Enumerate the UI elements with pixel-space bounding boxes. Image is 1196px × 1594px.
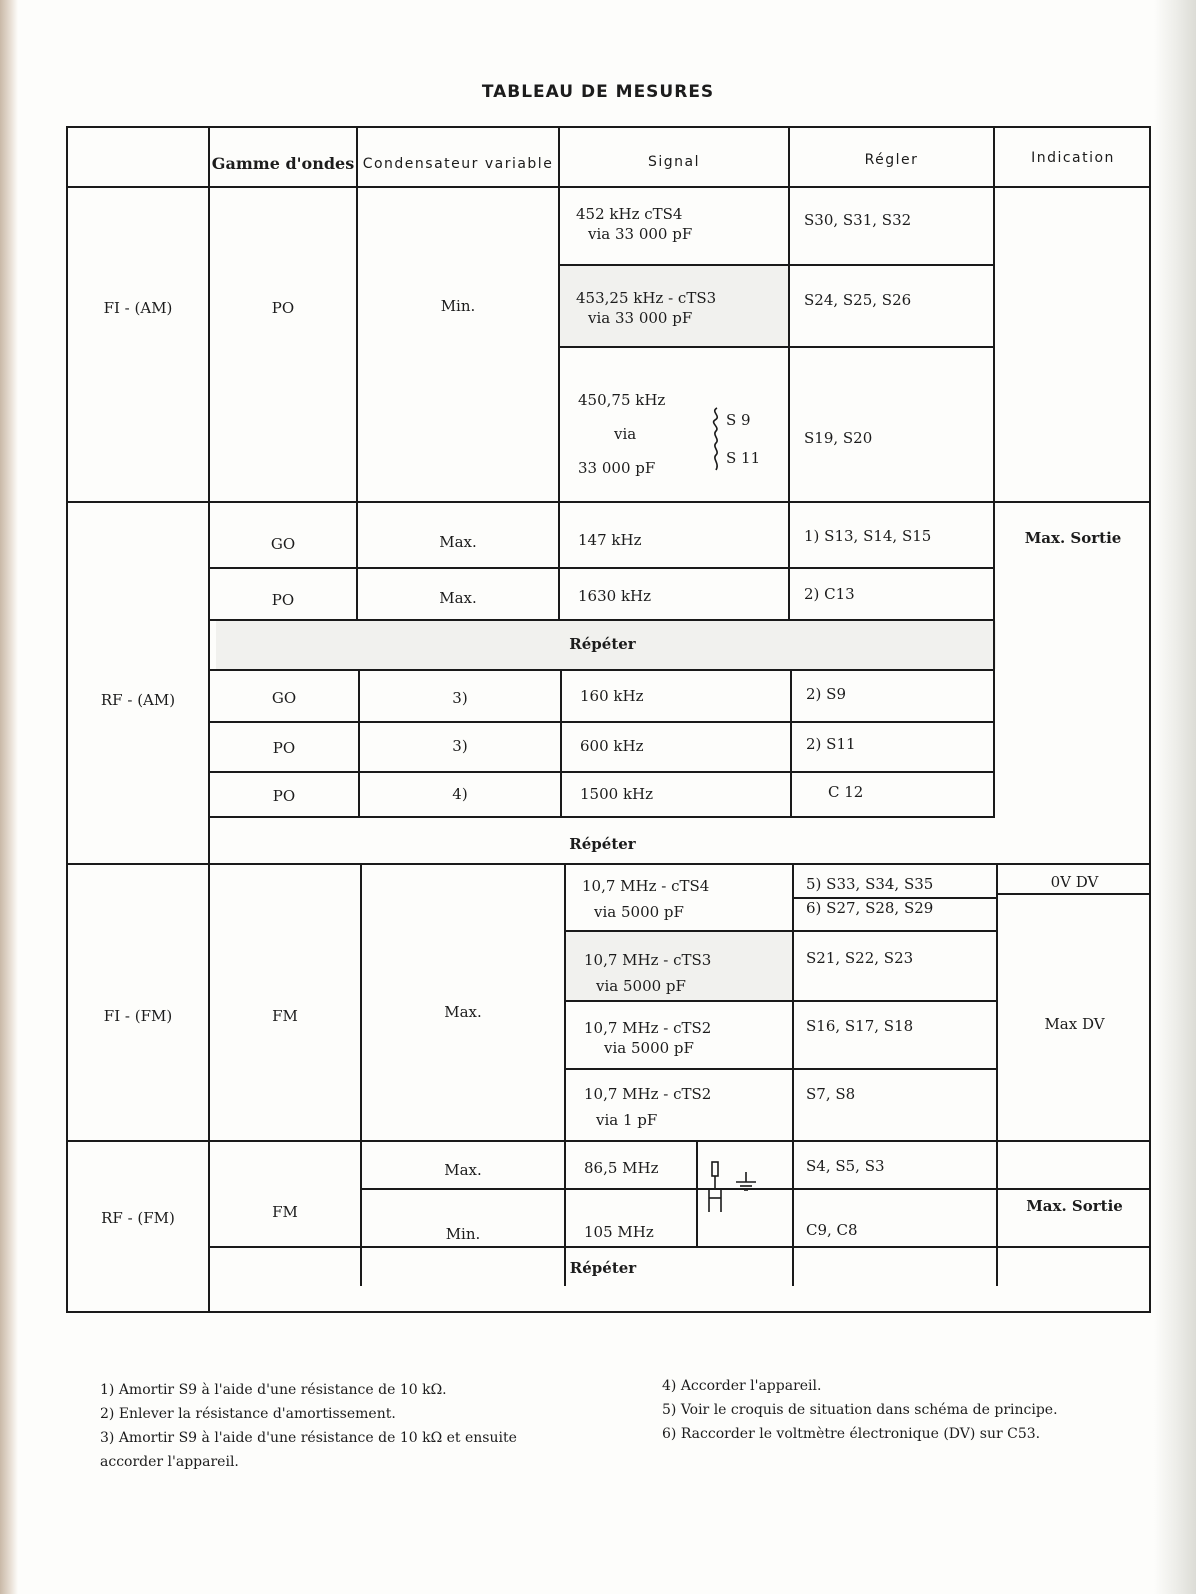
section-divider	[68, 1140, 1151, 1142]
note-2: 2) Enlever la résistance d'amortissement.	[100, 1406, 396, 1422]
notes-right	[662, 1374, 1162, 1446]
header-condensateur: Condensateur variable	[362, 156, 554, 172]
row-divider	[210, 567, 995, 569]
rf-am-regler-5: C 12	[828, 783, 864, 801]
rf-fm-indication: Max. Sortie	[1026, 1197, 1123, 1215]
rf-am-regler-3: 2) S9	[806, 685, 846, 703]
rf-am-gamme-2: PO	[271, 591, 295, 609]
header-divider	[68, 186, 1151, 188]
row-divider	[564, 930, 996, 932]
fi-fm-signal-4-l2: via 1 pF	[596, 1111, 658, 1129]
header-regler: Régler	[864, 152, 919, 168]
header-indication: Indication	[1031, 150, 1115, 166]
fi-fm-signal-2-l2: via 5000 pF	[596, 977, 686, 995]
fi-fm-signal-2-l1: 10,7 MHz - cTS3	[584, 951, 712, 969]
page-title: TABLEAU DE MESURES	[481, 82, 715, 102]
section-label-fi-fm: FI - (FM)	[103, 1007, 173, 1025]
col-divider	[792, 863, 794, 1286]
col-divider	[558, 503, 560, 621]
rf-am-condensateur-1: Max.	[439, 533, 477, 551]
rf-am-signal-3: 160 kHz	[580, 687, 644, 705]
fi-am-gamme: PO	[271, 299, 295, 317]
fi-fm-regler-1b: 6) S27, S28, S29	[806, 899, 934, 917]
rf-am-condensateur-5: 4)	[452, 785, 468, 803]
note-4: 4) Accorder l'appareil.	[662, 1378, 822, 1394]
section-divider	[68, 501, 1151, 503]
rf-am-gamme-4: PO	[272, 739, 296, 757]
rf-am-repeter-1: Répéter	[569, 635, 636, 653]
rf-fm-signal-1: 86,5 MHz	[584, 1159, 659, 1177]
rf-fm-condensateur-1: Max.	[444, 1161, 482, 1179]
fi-am-signal-3-l3: 33 000 pF	[578, 459, 656, 477]
note-1: 1) Amortir S9 à l'aide d'une résistance de 10 kΩ.	[100, 1382, 447, 1398]
rf-fm-condensateur-2: Min.	[445, 1225, 481, 1243]
section-label-fi-am: FI - (AM)	[103, 299, 173, 317]
rf-am-gamme-1: GO	[270, 535, 296, 553]
fi-fm-signal-1-l1: 10,7 MHz - cTS4	[582, 877, 710, 895]
rf-am-repeter-2: Répéter	[569, 835, 636, 853]
fi-fm-gamme: FM	[272, 1007, 298, 1025]
note-3: 3) Amortir S9 à l'aide d'une résistance de 10 kΩ et ensuite accorder l'appareil.	[100, 1430, 517, 1470]
fi-fm-regler-1a: 5) S33, S34, S35	[806, 875, 934, 893]
fi-fm-indication-1: 0V DV	[1050, 873, 1099, 891]
fi-fm-signal-4-l1: 10,7 MHz - cTS2	[584, 1085, 712, 1103]
col-divider	[558, 128, 560, 503]
fi-fm-condensateur: Max.	[444, 1003, 482, 1021]
rf-fm-gamme: FM	[272, 1203, 298, 1221]
row-divider	[210, 619, 995, 621]
col-divider	[790, 669, 792, 818]
row-divider	[210, 1246, 1151, 1248]
row-divider	[210, 816, 995, 818]
header-signal: Signal	[647, 154, 700, 170]
fi-fm-regler-4: S7, S8	[806, 1085, 856, 1103]
page-edge-left	[0, 0, 18, 1594]
fi-fm-regler-2: S21, S22, S23	[806, 949, 914, 967]
rf-am-signal-4: 600 kHz	[580, 737, 644, 755]
fi-am-point-1: S 9	[726, 411, 751, 429]
row-divider	[210, 669, 995, 671]
row-divider	[558, 264, 995, 266]
fi-am-condensateur: Min.	[440, 297, 476, 315]
rf-am-regler-1: 1) S13, S14, S15	[804, 527, 932, 545]
col-divider	[696, 1142, 698, 1248]
rf-am-regler-2: 2) C13	[804, 585, 855, 603]
fi-am-regler-3: S19, S20	[804, 429, 873, 447]
header-gamme: Gamme d'ondes	[211, 154, 355, 173]
section-label-rf-am: RF - (AM)	[100, 691, 176, 709]
row-divider	[564, 1000, 996, 1002]
rf-fm-repeter: Répéter	[569, 1259, 637, 1277]
fi-fm-signal-3-l2: via 5000 pF	[604, 1039, 694, 1057]
fi-am-signal-3-l2: via	[614, 425, 637, 443]
col-divider	[993, 128, 995, 503]
rf-fm-signal-2: 105 MHz	[584, 1223, 654, 1241]
col-divider	[788, 503, 790, 621]
note-6: 6) Raccorder le voltmètre électronique (DV) sur C53.	[662, 1426, 1041, 1442]
rf-am-indication: Max. Sortie	[1024, 529, 1122, 547]
rf-am-signal-1: 147 kHz	[578, 531, 642, 549]
fi-fm-signal-1-l2: via 5000 pF	[594, 903, 684, 921]
page-edge-right	[1154, 0, 1196, 1594]
notes-left	[100, 1378, 580, 1474]
note-5: 5) Voir le croquis de situation dans schéma de principe.	[662, 1402, 1058, 1418]
rf-fm-regler-1: S4, S5, S3	[806, 1157, 885, 1175]
rf-am-gamme-5: PO	[272, 787, 296, 805]
row-divider	[210, 771, 995, 773]
rf-am-gamme-3: GO	[271, 689, 297, 707]
rf-am-condensateur-2: Max.	[439, 589, 477, 607]
row-divider	[210, 721, 995, 723]
fi-am-signal-1-l2: via 33 000 pF	[588, 225, 693, 243]
measurement-table	[66, 126, 1151, 1313]
rf-am-regler-4: 2) S11	[806, 735, 856, 753]
fi-am-signal-2-l1: 453,25 kHz - cTS3	[576, 289, 717, 307]
fi-am-point-2: S 11	[726, 449, 761, 467]
col-divider	[564, 863, 566, 1286]
fi-am-signal-1-l1: 452 kHz cTS4	[576, 205, 683, 223]
fi-am-regler-1: S30, S31, S32	[804, 211, 912, 229]
rf-am-signal-2: 1630 kHz	[578, 587, 652, 605]
rf-fm-regler-2: C9, C8	[806, 1221, 858, 1239]
col-divider	[788, 128, 790, 503]
row-divider	[564, 1068, 996, 1070]
rf-am-signal-5: 1500 kHz	[580, 785, 654, 803]
fi-am-signal-3-l1: 450,75 kHz	[578, 391, 666, 409]
section-divider	[68, 863, 1151, 865]
rf-am-condensateur-3: 3)	[452, 689, 468, 707]
antenna-ground-icon	[704, 1158, 764, 1220]
fi-fm-regler-3: S16, S17, S18	[806, 1017, 914, 1035]
col-divider	[560, 669, 562, 818]
fi-fm-indication-2: Max DV	[1044, 1015, 1105, 1033]
connection-brace-icon	[708, 406, 724, 472]
section-label-rf-fm: RF - (FM)	[101, 1209, 175, 1227]
fi-am-regler-2: S24, S25, S26	[804, 291, 912, 309]
fi-fm-signal-3-l1: 10,7 MHz - cTS2	[584, 1019, 712, 1037]
row-divider	[558, 346, 995, 348]
rf-am-condensateur-4: 3)	[452, 737, 468, 755]
fi-am-signal-2-l2: via 33 000 pF	[588, 309, 693, 327]
